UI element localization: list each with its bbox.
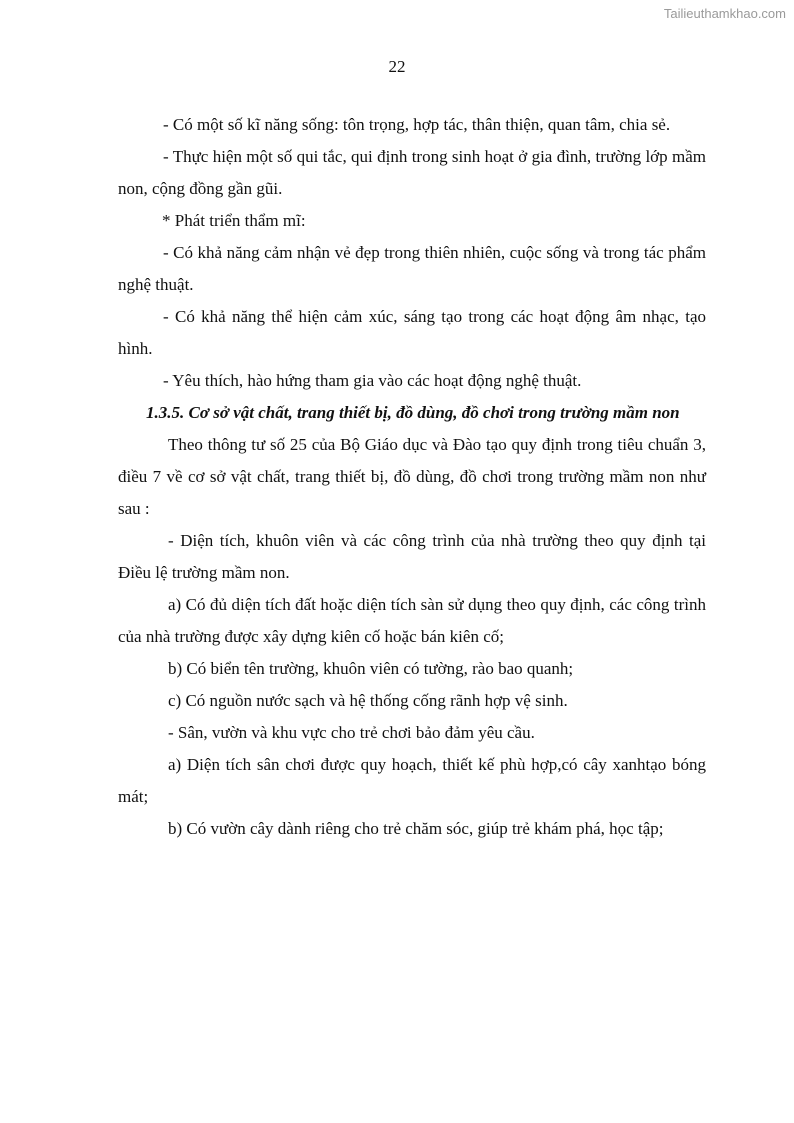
paragraph: Theo thông tư số 25 của Bộ Giáo dục và Đào tạo quy định trong tiêu chuẩn 3, điều 7 về cơ sở vật chất, trang thiết bị, đồ dùng, đồ chơi trong trường mầm non như sau : — [118, 435, 706, 518]
paragraph: - Yêu thích, hào hứng tham gia vào các hoạt động nghệ thuật. — [163, 371, 582, 390]
section-heading: 1.3.5. Cơ sở vật chất, trang thiết bị, đồ dùng, đồ chơi trong trường mầm non — [146, 403, 680, 422]
paragraph: b) Có biển tên trường, khuôn viên có tường, rào bao quanh; — [168, 659, 574, 678]
document-body — [118, 109, 706, 845]
paragraph: a) Diện tích sân chơi được quy hoạch, thiết kế phù hợp,có cây xanhtạo bóng mát; — [118, 755, 706, 806]
paragraph: - Diện tích, khuôn viên và các công trình của nhà trường theo quy định tại Điều lệ trường mầm non. — [118, 531, 706, 582]
paragraph: c) Có nguồn nước sạch và hệ thống cống rãnh hợp vệ sinh. — [168, 691, 568, 710]
paragraph: - Thực hiện một số qui tắc, qui định trong sinh hoạt ở gia đình, trường lớp mầm non, cộng đồng gần gũi. — [118, 147, 706, 198]
paragraph: - Có một số kĩ năng sống: tôn trọng, hợp tác, thân thiện, quan tâm, chia sẻ. — [163, 115, 671, 134]
paragraph: - Sân, vườn và khu vực cho trẻ chơi bảo đảm yêu cầu. — [168, 723, 535, 742]
paragraph: - Có khả năng cảm nhận vẻ đẹp trong thiên nhiên, cuộc sống và trong tác phẩm nghệ thuật. — [118, 243, 706, 294]
paragraph: a) Có đủ diện tích đất hoặc diện tích sàn sử dụng theo quy định, các công trình của nhà trường được xây dựng kiên cố hoặc bán kiên cố; — [118, 595, 706, 646]
paragraph: b) Có vườn cây dành riêng cho trẻ chăm sóc, giúp trẻ khám phá, học tập; — [168, 819, 664, 838]
page-number: 22 — [388, 57, 406, 76]
paragraph: - Có khả năng thể hiện cảm xúc, sáng tạo trong các hoạt động âm nhạc, tạo hình. — [118, 307, 706, 358]
watermark: Tailieuthamkhao.com — [663, 6, 786, 21]
subsection-label: * Phát triển thẩm mĩ: — [162, 211, 306, 230]
